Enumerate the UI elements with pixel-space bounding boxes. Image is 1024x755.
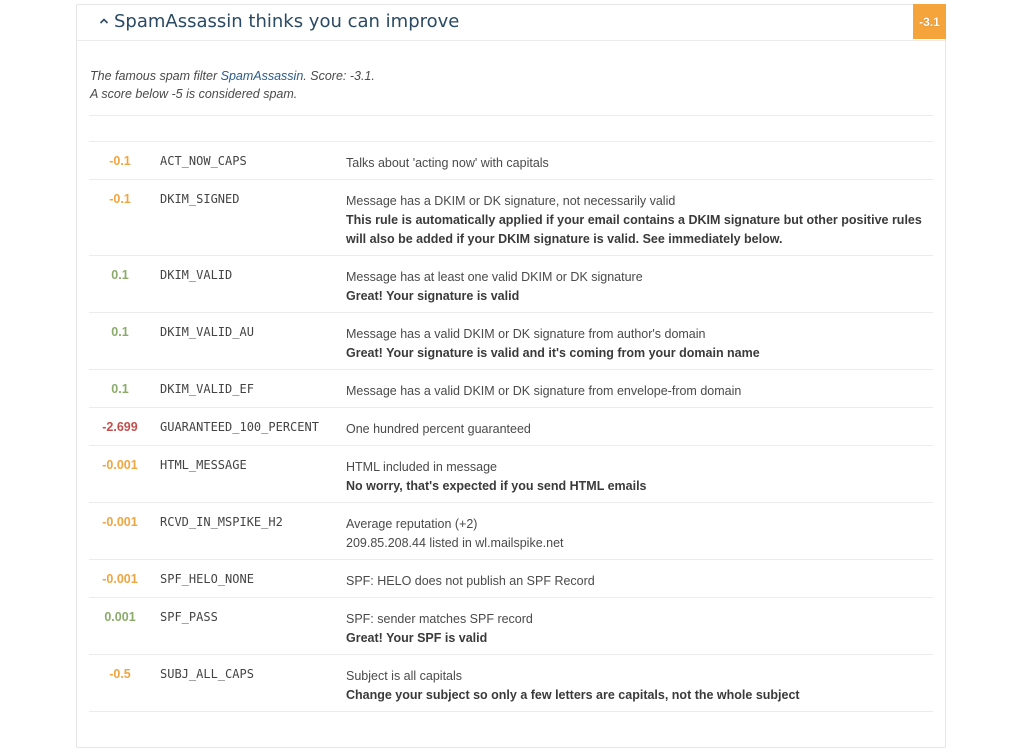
spamassassin-panel: [76, 4, 946, 748]
rule-description: Message has a valid DKIM or DK signature from author's domain: [346, 327, 706, 341]
rule-score: -0.1: [109, 192, 131, 206]
rule-score: -2.699: [102, 420, 138, 434]
rule-description-block: [346, 572, 933, 591]
rule-advice: No worry, that's expected if you send HTML emails: [346, 479, 647, 493]
rule-row: [89, 370, 933, 408]
intro-suffix: . Score: -3.1.: [303, 69, 375, 83]
rule-name: GUARANTEED_100_PERCENT: [160, 420, 319, 434]
panel-title: SpamAssassin thinks you can improve: [114, 11, 460, 32]
rule-row: [89, 256, 933, 313]
rule-name: DKIM_VALID: [160, 268, 233, 282]
rule-advice: This rule is automatically applied if your email contains a DKIM signature but other positive rules will also be added if your DKIM signature is valid. See immediately below.: [346, 213, 922, 246]
rule-description: One hundred percent guaranteed: [346, 422, 531, 436]
rule-row: [89, 446, 933, 503]
rule-row: [89, 655, 933, 712]
rule-description-block: [346, 515, 933, 553]
rule-score: 0.1: [111, 382, 129, 396]
rule-description-block: [346, 382, 933, 401]
rule-description-block: [346, 458, 933, 496]
rule-score: -0.001: [102, 458, 138, 472]
rule-name: HTML_MESSAGE: [160, 458, 247, 472]
rule-advice: Great! Your signature is valid and it's coming from your domain name: [346, 346, 760, 360]
rule-advice: Great! Your SPF is valid: [346, 631, 488, 645]
rules-table: [89, 141, 933, 712]
rule-name: DKIM_VALID_AU: [160, 325, 254, 339]
rule-score: -0.5: [109, 667, 131, 681]
rule-row: [89, 503, 933, 560]
rule-description-block: [346, 325, 933, 363]
divider: [89, 115, 933, 116]
rule-name: SUBJ_ALL_CAPS: [160, 667, 254, 681]
rule-name: ACT_NOW_CAPS: [160, 154, 247, 168]
rule-description-block: [346, 154, 933, 173]
rule-description-block: [346, 192, 933, 249]
rule-description: Average reputation (+2): [346, 517, 478, 531]
rule-description-block: [346, 610, 933, 648]
rule-score: -0.001: [102, 515, 138, 529]
chevron-up-icon[interactable]: [97, 14, 111, 28]
rule-score: 0.1: [111, 325, 129, 339]
rule-score: -0.1: [109, 154, 131, 168]
rule-description: Subject is all capitals: [346, 669, 463, 683]
rule-description: Message has a valid DKIM or DK signature from envelope-from domain: [346, 384, 742, 398]
rule-description: SPF: sender matches SPF record: [346, 612, 533, 626]
rule-score: 0.1: [111, 268, 129, 282]
rule-description-block: [346, 268, 933, 306]
rule-name: DKIM_VALID_EF: [160, 382, 254, 396]
spamassassin-link[interactable]: SpamAssassin: [220, 69, 304, 83]
rule-description: Talks about 'acting now' with capitals: [346, 156, 549, 170]
intro-text: [90, 67, 375, 103]
rule-row: [89, 313, 933, 370]
panel-header[interactable]: [77, 5, 945, 41]
rule-score: -0.001: [102, 572, 138, 586]
rule-name: RCVD_IN_MSPIKE_H2: [160, 515, 283, 529]
rule-row: [89, 142, 933, 180]
intro-threshold: A score below -5 is considered spam.: [90, 87, 298, 101]
rule-description: SPF: HELO does not publish an SPF Record: [346, 574, 595, 588]
rule-name: SPF_PASS: [160, 610, 218, 624]
rule-row: [89, 180, 933, 256]
rule-description-block: [346, 667, 933, 705]
rule-description-detail: 209.85.208.44 listed in wl.mailspike.net: [346, 536, 564, 550]
rule-name: SPF_HELO_NONE: [160, 572, 254, 586]
rule-description: HTML included in message: [346, 460, 497, 474]
rule-score: 0.001: [104, 610, 136, 624]
rule-description: Message has a DKIM or DK signature, not necessarily valid: [346, 194, 676, 208]
rule-description-block: [346, 420, 933, 439]
rule-advice: Change your subject so only a few letters are capitals, not the whole subject: [346, 688, 800, 702]
rule-advice: Great! Your signature is valid: [346, 289, 520, 303]
rule-description: Message has at least one valid DKIM or DK signature: [346, 270, 643, 284]
score-badge: -3.1: [913, 4, 946, 39]
intro-prefix: The famous spam filter: [90, 69, 221, 83]
rule-row: [89, 560, 933, 598]
rule-row: [89, 408, 933, 446]
rule-name: DKIM_SIGNED: [160, 192, 240, 206]
rule-row: [89, 598, 933, 655]
